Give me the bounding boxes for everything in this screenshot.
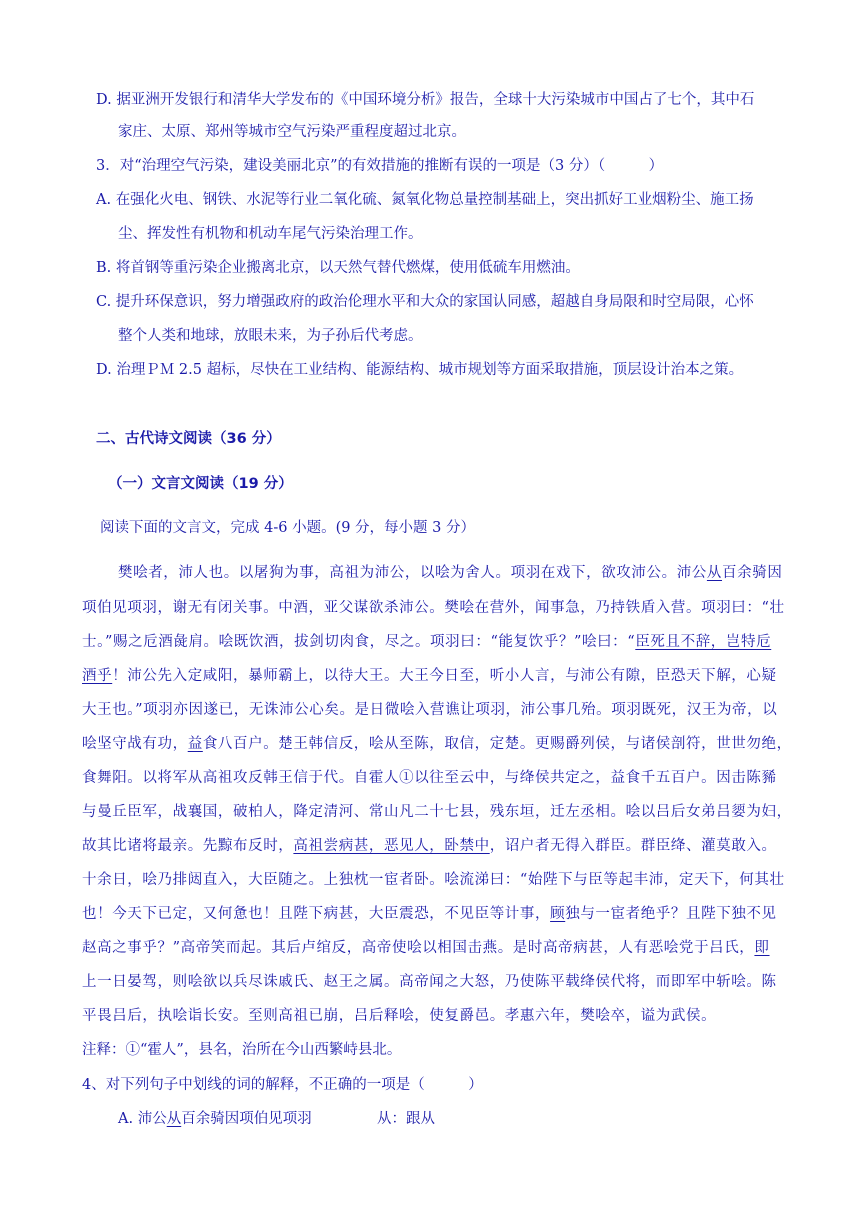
section-heading: 二、古代诗文阅读（36 分） xyxy=(96,431,281,447)
passage-line: 食舞阳。以将军从高祖攻反韩王信于代。自霍人①以往至云中，与绛侯共定之，益食千五百户。因击陈豨 xyxy=(82,770,777,786)
q3-option-b: B. 将首钢等重污染企业搬离北京，以天然气替代燃煤，使用低硫车用燃油。 xyxy=(96,260,580,276)
q2-option-d-line2: 家庄、太原、郑州等城市空气污染严重程度超过北京。 xyxy=(118,124,466,140)
passage-line: 上一日晏驾，则哙欲以兵尽诛戚氏、赵王之属。高帝闻之大怒，乃使陈平载绛侯代将，而即军中斩哙。陈 xyxy=(82,974,777,990)
underlined-word: 益 xyxy=(187,736,203,752)
q3-stem: 3．对“治理空气污染，建设美丽北京”的有效措施的推断有误的一项是（3 分）（ ） xyxy=(96,158,664,174)
underlined-word: 从 xyxy=(706,565,723,581)
passage-line: 赵高之事乎？”高帝笑而起。其后卢绾反，高帝使哙以相国击燕。是时高帝病甚，人有恶哙党于吕氏，即 xyxy=(82,940,770,956)
q4-option-a-gloss: 从：跟从 xyxy=(377,1111,435,1127)
passage-line: 平畏吕后，执哙诣长安。至则高祖已崩，吕后释哙，使复爵邑。孝惠六年，樊哙卒，谥为武侯。 xyxy=(82,1008,717,1024)
q4-stem: 4、对下列句子中划线的词的解释，不正确的一项是（ ） xyxy=(82,1077,483,1093)
passage-line: 与曼丘臣军，战襄国，破柏人，降定清河、常山凡二十七县，残东垣，迁左丞相。哙以吕后女弟吕媭为妇， xyxy=(82,804,792,820)
section-subheading: （一）文言文阅读（19 分） xyxy=(108,476,293,492)
passage-line: 故其比诸将最亲。先黥布反时，高祖尝病甚，恶见人，卧禁中，诏户者无得入群臣。群臣绛、灌莫敢入。 xyxy=(82,838,777,854)
reading-instruction: 阅读下面的文言文，完成 4-6 小题。(9 分，每小题 3 分） xyxy=(100,520,476,536)
underlined-phrase: 臣死且不辞，岂特卮 xyxy=(635,634,772,650)
underlined-phrase: 高祖尝病甚，恶见人，卧禁中 xyxy=(293,838,490,854)
passage-line: 士。”赐之卮酒彘肩。哙既饮酒，拔剑切肉食，尽之。项羽曰：“能复饮乎？”哙曰：“臣死且不辞，岂特卮 xyxy=(82,634,772,650)
q3-option-a-line1: A. 在强化火电、钢铁、水泥等行业二氧化硫、氮氧化物总量控制基础上，突出抓好工业烟粉尘、施工扬 xyxy=(96,192,754,208)
passage-line: 大王也。”项羽亦因遂已，无诛沛公心矣。是日微哙入营谯让项羽，沛公事几殆。项羽既死，汉王为帝，以 xyxy=(82,702,778,718)
underlined-word: 顾 xyxy=(550,906,566,922)
underlined-word: 即 xyxy=(754,940,770,956)
q3-option-a-line2: 尘、挥发性有机物和机动车尾气污染治理工作。 xyxy=(118,226,423,242)
underlined-phrase: 酒乎 xyxy=(82,668,113,684)
passage-line: 项伯见项羽，谢无有闭关事。中酒，亚父谋欲杀沛公。樊哙在营外，闻事急，乃持铁盾入营。项羽曰：“壮 xyxy=(82,600,785,616)
passage-line: 也！今天下已定，又何惫也！且陛下病甚，大臣震恐，不见臣等计事，顾独与一宦者绝乎？且陛下独不见 xyxy=(82,906,777,922)
underlined-word: 从 xyxy=(166,1111,182,1127)
q2-option-d-line1: D. 据亚洲开发银行和清华大学发布的《中国环境分析》报告，全球十大污染城市中国占了七个，其中石 xyxy=(96,92,755,108)
passage-line: 酒乎！沛公先入定咸阳，暴师霸上，以待大王。大王今日至，听小人言，与沛公有隙，臣恐天下解，心疑 xyxy=(82,668,777,684)
passage-note: 注释：①“霍人”，县名，治所在今山西繁峙县北。 xyxy=(82,1042,402,1058)
passage-line: 哙坚守战有功，益食八百户。楚王韩信反，哙从至陈，取信，定楚。更赐爵列侯，与诸侯剖符，世世勿绝， xyxy=(82,736,792,752)
q3-option-c-line2: 整个人类和地球，放眼未来，为子孙后代考虑。 xyxy=(118,328,423,344)
q3-option-c-line1: C. 提升环保意识，努力增强政府的政治伦理水平和大众的家国认同感，超越自身局限和时空局限，心怀 xyxy=(96,294,754,310)
passage-line: 十余日，哙乃排闼直入，大臣随之。上独枕一宦者卧。哙流涕曰：“始陛下与臣等起丰沛，定天下，何其壮 xyxy=(82,872,785,888)
passage-line: 樊哙者，沛人也。以屠狗为事，高祖为沛公，以哙为舍人。项羽在戏下，欲攻沛公。沛公从百余骑因 xyxy=(118,565,783,581)
q3-option-d: D. 治理ＰＭ 2.5 超标，尽快在工业结构、能源结构、城市规划等方面采取措施，顶层设计治本之策。 xyxy=(96,362,744,378)
q4-option-a: A. 沛公从百余骑因项伯见项羽 xyxy=(118,1111,312,1127)
